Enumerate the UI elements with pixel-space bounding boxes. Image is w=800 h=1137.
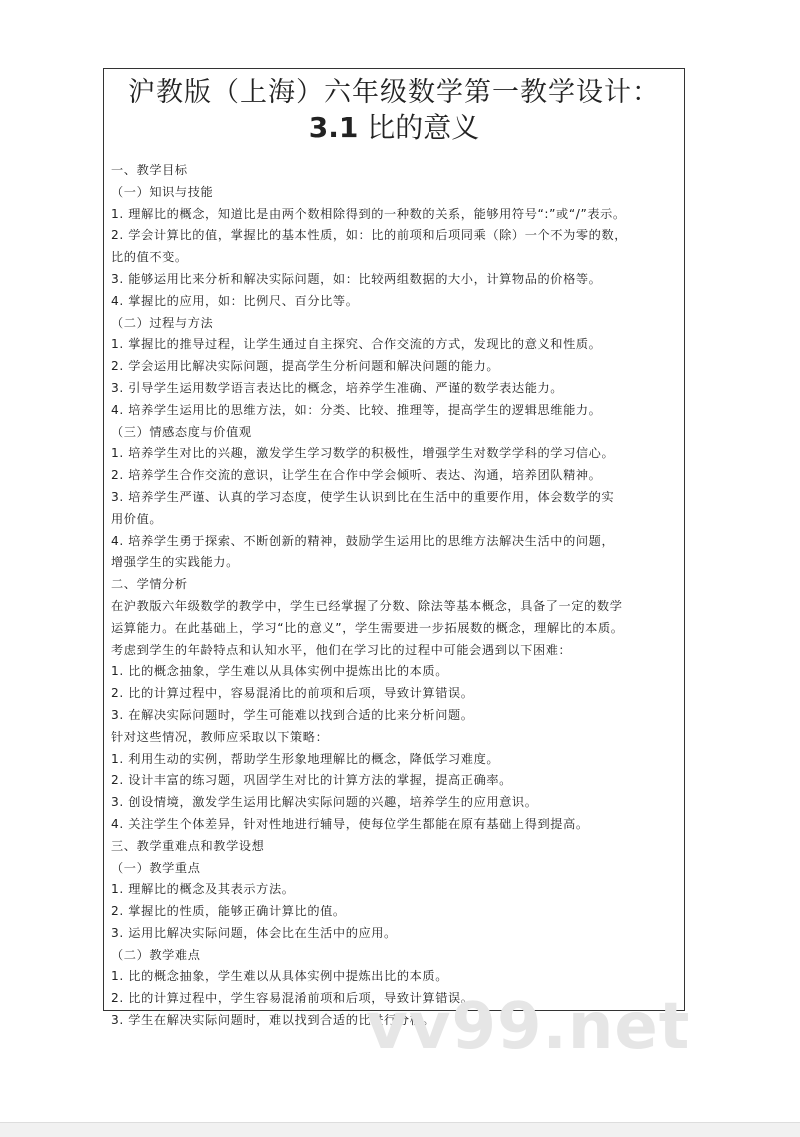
body-line: 4. 培养学生勇于探索、不断创新的精神，鼓励学生运用比的思维方法解决生活中的问题，	[111, 533, 615, 548]
body-line: 3. 学生在解决实际问题时，难以找到合适的比进行分析。	[111, 1013, 436, 1028]
body-line: 2. 掌握比的性质，能够正确计算比的值。	[111, 904, 346, 919]
body-line: 用价值。	[111, 511, 163, 526]
body-line: 2. 培养学生合作交流的意识，让学生在合作中学会倾听、表达、沟通，培养团队精神。	[111, 468, 602, 483]
body-line: 3. 引导学生运用数学语言表达比的概念，培养学生准确、严谨的数学表达能力。	[111, 380, 564, 395]
body-line: 1. 比的概念抽象，学生难以从具体实例中提炼出比的本质。	[111, 664, 448, 679]
body-line: 2. 比的计算过程中，容易混淆比的前项和后项，导致计算错误。	[111, 686, 474, 701]
body-line: 考虑到学生的年龄特点和认知水平，他们在学习比的过程中可能会遇到以下困难：	[111, 642, 572, 657]
body-line: 4. 关注学生个体差异，针对性地进行辅导，使每位学生都能在原有基础上得到提高。	[111, 816, 589, 831]
body-line: （一）知识与技能	[111, 184, 214, 199]
body-line: 4. 掌握比的应用，如：比例尺、百分比等。	[111, 293, 359, 308]
body-line: （二）过程与方法	[111, 315, 214, 330]
body-line: 2. 设计丰富的练习题，巩固学生对比的计算方法的掌握，提高正确率。	[111, 773, 512, 788]
body-line: 运算能力。在此基础上，学习“比的意义”，学生需要进一步拓展数的概念，理解比的本质。	[111, 620, 624, 635]
title-section-number: 3.1	[308, 111, 359, 144]
body-line: 一、教学目标	[111, 163, 188, 177]
document-title-line2	[103, 106, 685, 146]
body-line: 1. 理解比的概念及其表示方法。	[111, 882, 295, 897]
body-line: （三）情感态度与价值观	[111, 424, 252, 439]
body-line: 1. 掌握比的推导过程，让学生通过自主探究、合作交流的方式，发现比的意义和性质。	[111, 337, 602, 352]
body-line: 在沪教版六年级数学的教学中，学生已经掌握了分数、除法等基本概念，具备了一定的数学	[111, 598, 623, 613]
body-line: 3. 创设情境，激发学生运用比解决实际问题的兴趣，培养学生的应用意识。	[111, 795, 538, 810]
body-line: 针对这些情况，教师应采取以下策略：	[111, 729, 329, 744]
body-line: 4. 培养学生运用比的思维方法，如：分类、比较、推理等，提高学生的逻辑思维能力。	[111, 402, 602, 417]
body-line: 二、学情分析	[111, 577, 188, 592]
body-line: 3. 在解决实际问题时，学生可能难以找到合适的比来分析问题。	[111, 707, 474, 722]
bottom-strip	[0, 1122, 800, 1137]
body-line: 2. 学会计算比的值，掌握比的基本性质，如：比的前项和后项同乘（除）一个不为零的数，	[111, 228, 628, 243]
body-line: 1. 培养学生对比的兴趣，激发学生学习数学的积极性，增强学生对数学学科的学习信心。	[111, 446, 615, 461]
body-line: （二）教学难点	[111, 947, 201, 962]
body-line: 1. 理解比的概念，知道比是由两个数相除得到的一种数的关系，能够用符号“:”或“/”表示。	[111, 206, 626, 221]
body-line: （一）教学重点	[111, 860, 201, 875]
body-line: 比的值不变。	[111, 250, 188, 265]
body-line: 3. 能够运用比来分析和解决实际问题，如：比较两组数据的大小，计算物品的价格等。	[111, 271, 602, 286]
document-body	[111, 160, 681, 1032]
body-line: 1. 比的概念抽象，学生难以从具体实例中提炼出比的本质。	[111, 969, 448, 984]
title-section-name: 比的意义	[358, 111, 480, 144]
body-line: 3. 运用比解决实际问题，体会比在生活中的应用。	[111, 925, 397, 940]
body-line: 3. 培养学生严谨、认真的学习态度，使学生认识到比在生活中的重要作用，体会数学的实	[111, 489, 615, 504]
body-line: 1. 利用生动的实例，帮助学生形象地理解比的概念，降低学习难度。	[111, 751, 500, 766]
body-line: 增强学生的实践能力。	[111, 555, 239, 570]
body-line: 三、教学重难点和教学设想	[111, 838, 265, 853]
document-title-line1: 沪教版（上海）六年级数学第一教学设计：	[128, 77, 660, 108]
watermark: vv99.net	[366, 990, 691, 1064]
body-line: 2. 比的计算过程中，学生容易混淆前项和后项，导致计算错误。	[111, 991, 474, 1006]
body-line: 2. 学会运用比解决实际问题，提高学生分析问题和解决问题的能力。	[111, 359, 500, 374]
